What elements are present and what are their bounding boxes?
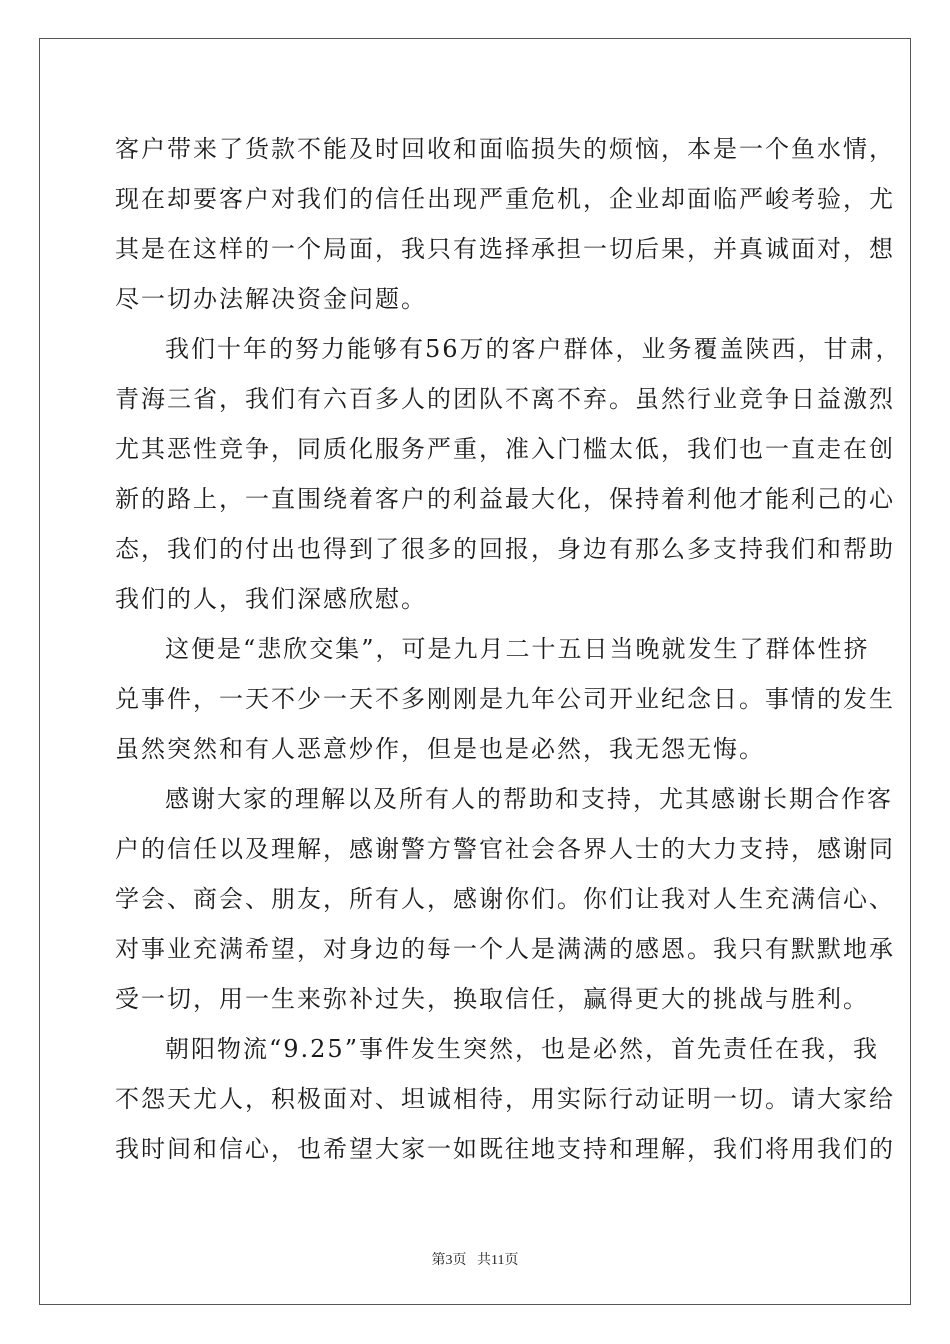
- text-line: 客户带来了货款不能及时回收和面临损失的烦恼，本是一个鱼水情，: [115, 135, 895, 163]
- text-line: 新的路上，一直围绕着客户的利益最大化，保持着利他才能利己的心: [115, 485, 895, 513]
- text-line: 学会、商会、朋友，所有人，感谢你们。你们让我对人生充满信心、: [115, 885, 895, 913]
- text-line: 我们十年的努力能够有56万的客户群体，业务覆盖陕西，甘肃，: [165, 335, 902, 363]
- text-line: 尤其恶性竞争，同质化服务严重，准入门槛太低，我们也一直走在创: [115, 435, 895, 463]
- text-line: 尽一切办法解决资金问题。: [115, 285, 427, 313]
- current-page-label: 第3页: [431, 1253, 467, 1268]
- footer-separator: [467, 1253, 478, 1268]
- text-line: 我时间和信心，也希望大家一如既往地支持和理解，我们将用我们的: [115, 1135, 895, 1163]
- text-line: 我们的人，我们深感欣慰。: [115, 585, 427, 613]
- text-line: 虽然突然和有人恶意炒作，但是也是必然，我无怨无悔。: [115, 735, 765, 763]
- page-footer: [0, 1249, 950, 1269]
- text-line: 感谢大家的理解以及所有人的帮助和支持，尤其感谢长期合作客: [165, 785, 893, 813]
- total-pages-label: 共11页: [477, 1253, 519, 1268]
- text-line: 青海三省，我们有六百多人的团队不离不弃。虽然行业竞争日益激烈: [115, 385, 895, 413]
- text-line: 户的信任以及理解，感谢警方警官社会各界人士的大力支持，感谢同: [115, 835, 895, 863]
- text-line: 受一切，用一生来弥补过失，换取信任，赢得更大的挑战与胜利。: [115, 985, 869, 1013]
- document-body: [115, 124, 902, 1174]
- text-line: 朝阳物流“9.25”事件发生突然，也是必然，首先责任在我，我: [165, 1035, 879, 1063]
- text-line: 不怨天尤人，积极面对、坦诚相待，用实际行动证明一切。请大家给: [115, 1085, 895, 1113]
- text-line: 兑事件，一天不少一天不多刚刚是九年公司开业纪念日。事情的发生: [115, 685, 895, 713]
- text-line: 现在却要客户对我们的信任出现严重危机，企业却面临严峻考验，尤: [115, 185, 895, 213]
- text-line: 对事业充满希望，对身边的每一个人是满满的感恩。我只有默默地承: [115, 935, 895, 963]
- text-line: 其是在这样的一个局面，我只有选择承担一切后果，并真诚面对，想: [115, 235, 895, 263]
- text-line: 这便是“悲欣交集”，可是九月二十五日当晚就发生了群体性挤: [165, 635, 870, 663]
- text-line: 态，我们的付出也得到了很多的回报，身边有那么多支持我们和帮助: [115, 535, 895, 563]
